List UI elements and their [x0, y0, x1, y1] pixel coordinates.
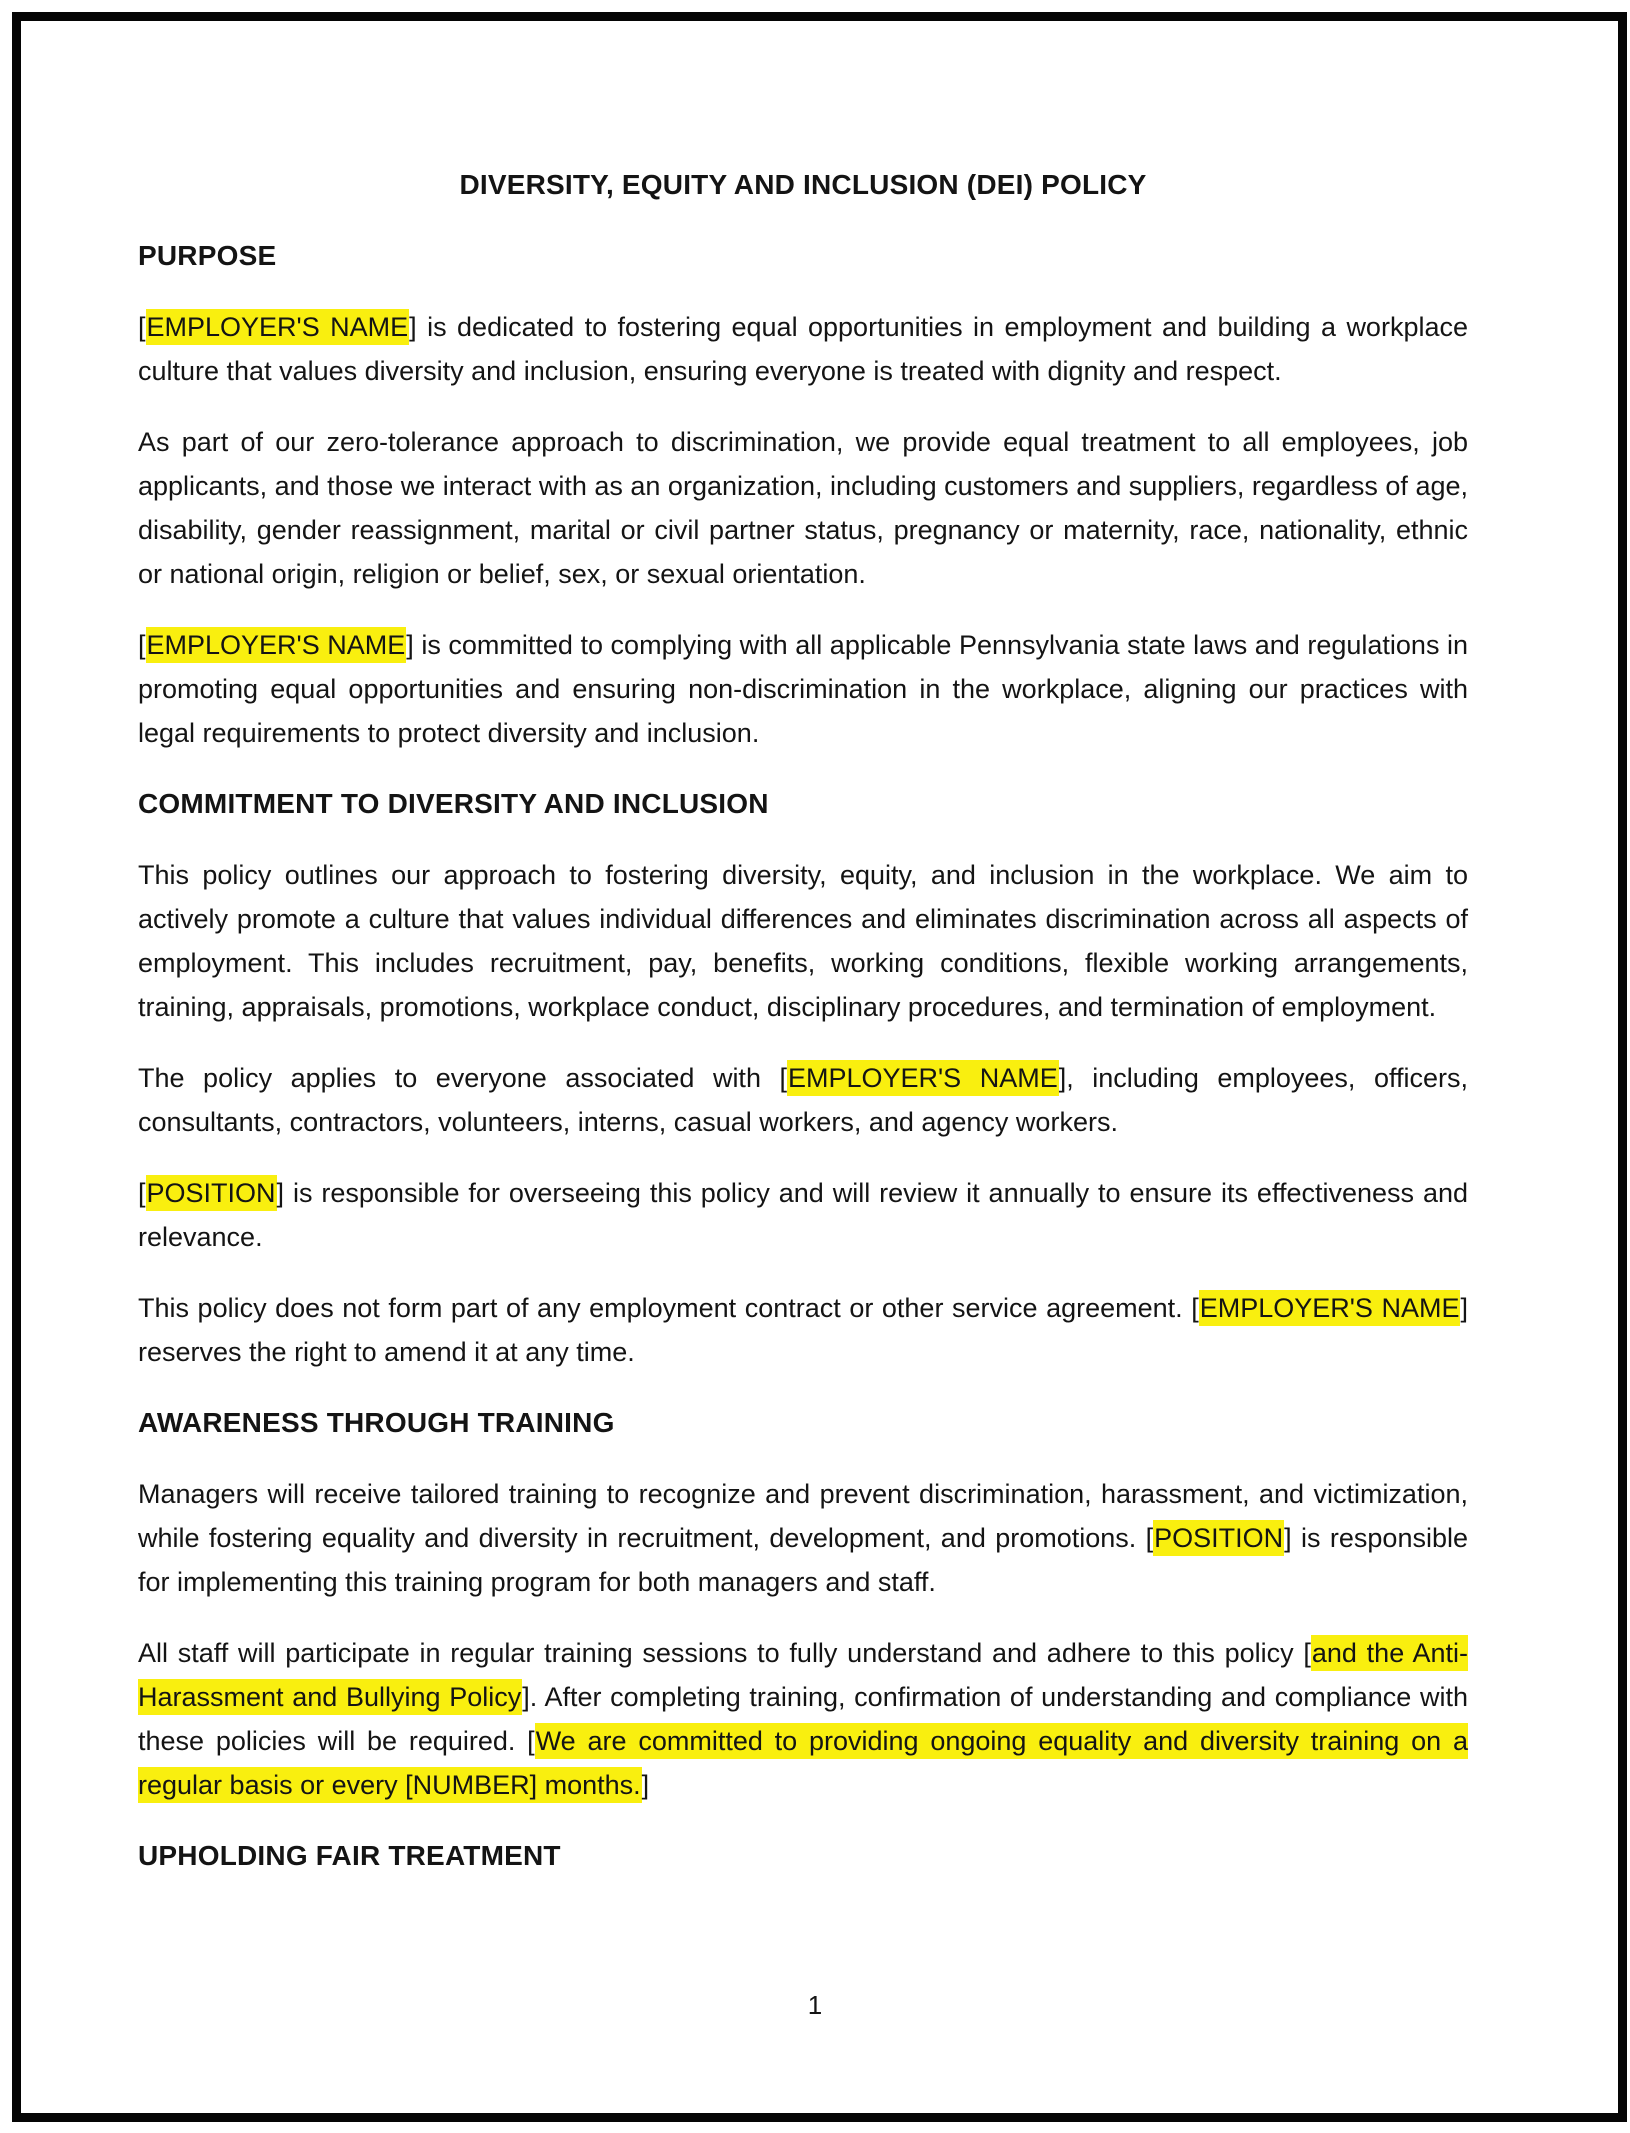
paragraph-text: As part of our zero-tolerance approach to discrimination, we provide equal treatment to all employees, job applicants, and those we interact with as an organization, including customers and suppliers, regardless of age, disability, gender reassignment, marital or civil partner status, pregnancy or maternity, race, nationality, ethnic or national origin, religion or belief, sex, or sexual orientation. — [138, 427, 1468, 589]
highlighted-placeholder: EMPLOYER'S NAME — [1199, 1290, 1461, 1326]
paragraph — [138, 305, 1468, 393]
paragraph-text: ] — [641, 1770, 650, 1800]
paragraph-text: [ — [138, 630, 146, 660]
paragraph — [138, 1631, 1468, 1807]
document-section — [138, 782, 1468, 1374]
paragraph — [138, 1171, 1468, 1259]
highlighted-placeholder: EMPLOYER'S NAME — [787, 1060, 1059, 1096]
document-section — [138, 1834, 1468, 1878]
highlighted-placeholder: POSITION — [1153, 1520, 1284, 1556]
paragraph-text: ], including employees, officers, consultants, contractors, volunteers, interns, casual workers, and agency workers. — [138, 1063, 1469, 1137]
highlighted-placeholder: EMPLOYER'S NAME — [146, 309, 410, 345]
page-content — [138, 163, 1468, 1905]
document-body — [138, 234, 1468, 1878]
section-heading: AWARENESS THROUGH TRAINING — [138, 1407, 615, 1438]
paragraph — [138, 1286, 1468, 1374]
highlighted-placeholder: and the Anti-Harassment and Bullying Policy — [138, 1635, 1468, 1715]
paragraph-text: This policy does not form part of any employment contract or other service agreement. [ — [138, 1293, 1199, 1323]
highlighted-placeholder: We are committed to providing ongoing equality and diversity training on a regular basis or every [NUMBER] months. — [138, 1723, 1468, 1803]
document-section — [138, 1401, 1468, 1807]
paragraph-text: ] is responsible for implementing this training program for both managers and staff. — [138, 1523, 1468, 1597]
page-number: 1 — [807, 1990, 823, 2020]
paragraph-text: [ — [138, 1178, 146, 1208]
section-heading: PURPOSE — [138, 240, 277, 271]
paragraph-text: [ — [138, 312, 146, 342]
paragraph — [138, 623, 1468, 755]
paragraph-text: Managers will receive tailored training to recognize and prevent discrimination, harassment, and victimization, while fostering equality and diversity in recruitment, development, and promotions. [ — [138, 1479, 1468, 1553]
paragraph — [138, 420, 1468, 596]
paragraph-text: This policy outlines our approach to fostering diversity, equity, and inclusion in the workplace. We aim to actively promote a culture that values individual differences and eliminates discrimination across all aspects of employment. This includes recruitment, pay, benefits, working conditions, flexible working arrangements, training, appraisals, promotions, workplace conduct, disciplinary procedures, and termination of employment. — [138, 860, 1468, 1022]
paragraph-text: ] is responsible for overseeing this policy and will review it annually to ensure its effectiveness and relevance. — [138, 1178, 1468, 1252]
section-heading: COMMITMENT TO DIVERSITY AND INCLUSION — [138, 788, 769, 819]
highlighted-placeholder: POSITION — [146, 1175, 277, 1211]
paragraph-text: The policy applies to everyone associated with [ — [138, 1063, 787, 1093]
document-title: DIVERSITY, EQUITY AND INCLUSION (DEI) POLICY — [459, 169, 1147, 200]
paragraph-text: ]. After completing training, confirmation of understanding and compliance with these policies will be required. [ — [138, 1682, 1468, 1756]
highlighted-placeholder: EMPLOYER'S NAME — [146, 627, 407, 663]
paragraph-text: ] is committed to complying with all applicable Pennsylvania state laws and regulations in promoting equal opportunities and ensuring non-discrimination in the workplace, aligning our practices with legal requirements to protect diversity and inclusion. — [138, 630, 1469, 748]
paragraph — [138, 853, 1468, 1029]
paragraph-text: All staff will participate in regular training sessions to fully understand and adhere to this policy [ — [138, 1638, 1311, 1668]
paragraph — [138, 1472, 1468, 1604]
paragraph-text: ] is dedicated to fostering equal opportunities in employment and building a workplace culture that values diversity and inclusion, ensuring everyone is treated with dignity and respect. — [138, 312, 1468, 386]
section-heading: UPHOLDING FAIR TREATMENT — [138, 1840, 561, 1871]
paragraph — [138, 1056, 1468, 1144]
paragraph-text: ] reserves the right to amend it at any time. — [138, 1293, 1468, 1367]
document-section — [138, 234, 1468, 755]
